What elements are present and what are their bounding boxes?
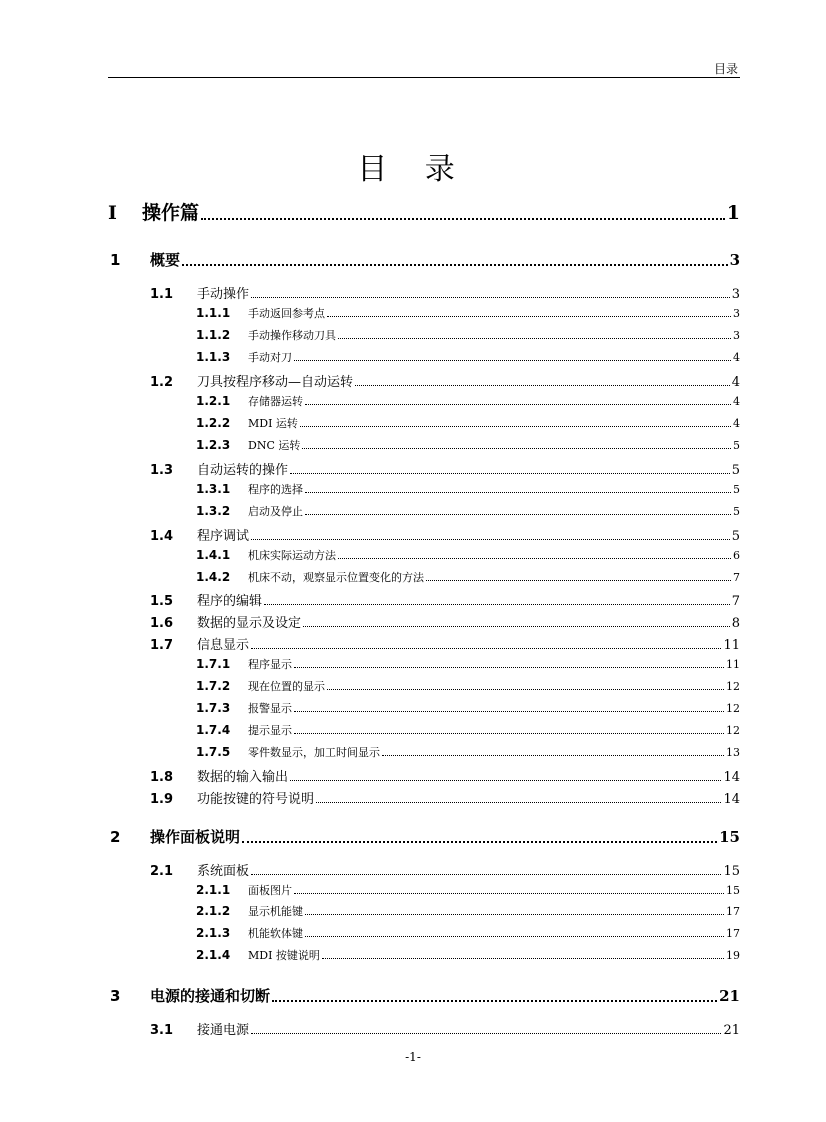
toc-entry-number: 1.7.4: [196, 723, 231, 737]
toc-entry[interactable]: [196, 349, 740, 365]
toc-entry[interactable]: [196, 393, 740, 409]
toc-entry[interactable]: [110, 826, 740, 847]
toc-entry-title: 程序显示: [248, 658, 292, 671]
toc-entry-page: 12: [726, 724, 740, 737]
toc-entry-title: 面板图片: [248, 884, 292, 897]
toc-entry-number: 1.2.2: [196, 416, 231, 430]
toc-entry-title: 现在位置的显示: [248, 680, 325, 693]
toc-entry[interactable]: [110, 249, 740, 270]
toc-dot-leader: [201, 218, 725, 220]
toc-entry[interactable]: [196, 882, 740, 898]
toc-dot-leader: [182, 264, 728, 266]
toc-entry-page: 5: [733, 439, 740, 452]
toc-entry-title: 程序调试: [197, 529, 250, 544]
toc-entry-number: 1.1.1: [196, 306, 231, 320]
toc-entry-number: 1.3.1: [196, 482, 231, 496]
toc-entry-title: 刀具按程序移动—自动运转: [197, 375, 354, 390]
toc-dot-leader: [294, 360, 731, 361]
toc-entry[interactable]: [196, 305, 740, 321]
toc-dot-leader: [251, 1033, 721, 1034]
toc-entry[interactable]: [150, 459, 740, 478]
toc-dot-leader: [272, 1000, 717, 1002]
toc-entry-page: 5: [731, 529, 740, 544]
toc-entry-title: 手动操作: [197, 287, 250, 302]
toc-entry-title: 接通电源: [197, 1023, 250, 1038]
toc-entry-title: DNC 运转: [248, 439, 301, 452]
toc-entry-number: 1.9: [150, 792, 174, 807]
toc-entry-number: 1.3.2: [196, 504, 231, 518]
toc-entry-number: 1.1: [150, 287, 174, 302]
toc-entry-page: 13: [726, 746, 740, 759]
toc-dot-leader: [251, 874, 721, 875]
toc-entry-title: 零件数显示，加工时间显示: [248, 746, 380, 759]
toc-dot-leader: [251, 648, 721, 649]
toc-entry-number: 1.3: [150, 463, 174, 478]
toc-entry[interactable]: [196, 925, 740, 941]
toc-entry[interactable]: [150, 788, 740, 807]
toc-entry[interactable]: [150, 525, 740, 544]
header-label: 目录: [713, 62, 738, 76]
toc-dot-leader: [355, 385, 730, 386]
toc-entry[interactable]: [196, 903, 740, 919]
toc-entry-page: 14: [723, 770, 740, 785]
toc-dot-leader: [426, 580, 731, 581]
toc-entry-title: 存储器运转: [248, 395, 303, 408]
toc-entry[interactable]: [196, 947, 740, 963]
toc-entry-number: 1.4: [150, 529, 174, 544]
toc-dot-leader: [338, 558, 731, 559]
toc-entry[interactable]: [196, 503, 740, 519]
toc-entry-page: 8: [731, 616, 740, 631]
toc-entry-page: 5: [731, 463, 740, 478]
toc-dot-leader: [316, 802, 721, 803]
toc-entry-page: 1: [726, 202, 740, 224]
toc-entry-number: 1.6: [150, 616, 174, 631]
toc-dot-leader: [302, 448, 731, 449]
toc-entry[interactable]: [150, 860, 740, 879]
toc-entry[interactable]: [150, 283, 740, 302]
toc-entry-page: 4: [733, 417, 740, 430]
toc-entry-page: 3: [733, 329, 740, 342]
toc-entry-page: 4: [733, 351, 740, 364]
toc-dot-leader: [294, 711, 724, 712]
toc-entry-page: 4: [733, 395, 740, 408]
toc-entry-title: 提示显示: [248, 724, 292, 737]
toc-entry[interactable]: [108, 198, 740, 225]
toc-entry-number: 2.1.1: [196, 883, 231, 897]
toc-entry-number: 1.7.1: [196, 657, 231, 671]
toc-dot-leader: [327, 316, 731, 317]
toc-entry-number: 1.1.2: [196, 328, 231, 342]
toc-dot-leader: [294, 733, 724, 734]
toc-entry-number: 1.4.2: [196, 570, 231, 584]
toc-entry-page: 5: [733, 483, 740, 496]
toc-entry-title: 系统面板: [197, 864, 250, 879]
toc-entry-number: 1.8: [150, 770, 174, 785]
toc-entry-page: 6: [733, 549, 740, 562]
toc-entry-page: 11: [723, 638, 740, 653]
toc-entry-title: 自动运转的操作: [197, 463, 289, 478]
toc-dot-leader: [305, 492, 731, 493]
toc-entry[interactable]: [196, 415, 740, 431]
toc-entry-page: 12: [726, 680, 740, 693]
toc-entry-number: 1.2.3: [196, 438, 231, 452]
toc-entry-page: 15: [726, 884, 740, 897]
toc-dot-leader: [294, 893, 724, 894]
toc-entry[interactable]: [196, 437, 740, 453]
toc-entry[interactable]: [150, 766, 740, 785]
toc-entry[interactable]: [196, 700, 740, 716]
toc-entry-title: 概要: [150, 251, 181, 269]
toc-dot-leader: [290, 473, 730, 474]
toc-entry-page: 17: [726, 905, 740, 918]
toc-entry-page: 5: [733, 505, 740, 518]
toc-entry-title: 程序的编辑: [197, 594, 263, 609]
toc-entry[interactable]: [196, 481, 740, 497]
toc-entry-number: 1.7.5: [196, 745, 231, 759]
toc-entry-title: 报警显示: [248, 702, 292, 715]
toc-entry-number: 2.1.4: [196, 948, 231, 962]
toc-entry-number: 1.7.2: [196, 679, 231, 693]
toc-entry[interactable]: [196, 722, 740, 738]
toc-entry-title: 功能按键的符号说明: [197, 792, 315, 807]
toc-entry-number: 1.7: [150, 638, 174, 653]
toc-entry[interactable]: [150, 634, 740, 653]
toc-dot-leader: [290, 780, 721, 781]
page-title: 目 录: [357, 152, 469, 188]
toc-dot-leader: [242, 841, 717, 843]
toc-entry-number: 1.4.1: [196, 548, 231, 562]
toc-entry-title: 操作篇: [142, 202, 200, 224]
toc-entry[interactable]: [196, 744, 740, 760]
toc-entry-page: 17: [726, 927, 740, 940]
toc-entry-page: 11: [726, 658, 740, 671]
toc-entry[interactable]: [150, 612, 740, 631]
toc-dot-leader: [327, 689, 724, 690]
toc-entry-title: 显示机能键: [248, 905, 303, 918]
toc-entry-number: 2.1: [150, 864, 174, 879]
toc-entry-number: 1.2: [150, 375, 174, 390]
toc-entry-title: 程序的选择: [248, 483, 303, 496]
toc-entry-number: 2: [110, 828, 121, 846]
toc-dot-leader: [305, 404, 731, 405]
toc-entry[interactable]: [150, 590, 740, 609]
toc-dot-leader: [251, 297, 730, 298]
toc-entry[interactable]: [196, 678, 740, 694]
toc-dot-leader: [251, 539, 730, 540]
toc-entry-title: 操作面板说明: [150, 828, 241, 846]
toc-entry-page: 12: [726, 702, 740, 715]
toc-entry-page: 3: [729, 251, 740, 269]
toc-entry-page: 21: [723, 1023, 740, 1038]
toc-entry-number: 1.1.3: [196, 350, 231, 364]
toc-entry[interactable]: [110, 985, 740, 1006]
toc-entry-title: 手动操作移动刀具: [248, 329, 336, 342]
toc-entry-page: 3: [731, 287, 740, 302]
toc-dot-leader: [305, 914, 724, 915]
toc-entry-title: 手动返回参考点: [248, 307, 325, 320]
toc-dot-leader: [305, 936, 724, 937]
toc-entry-page: 21: [719, 987, 740, 1005]
toc-entry[interactable]: [196, 547, 740, 563]
toc-entry-title: 机床不动，观察显示位置变化的方法: [248, 571, 424, 584]
toc-entry-number: 1.2.1: [196, 394, 231, 408]
toc-dot-leader: [338, 338, 731, 339]
toc-entry-title: 电源的接通和切断: [150, 987, 271, 1005]
toc-entry[interactable]: [196, 327, 740, 343]
header-rule: [108, 77, 740, 78]
toc-entry-title: 启动及停止: [248, 505, 303, 518]
toc-entry-title: 机床实际运动方法: [248, 549, 336, 562]
toc-entry-page: 7: [733, 571, 740, 584]
toc-entry[interactable]: [150, 371, 740, 390]
toc-entry-title: 手动对刀: [248, 351, 292, 364]
toc-entry-title: MDI 按键说明: [248, 949, 320, 962]
toc-dot-leader: [303, 626, 730, 627]
toc-entry-title: 数据的输入输出: [197, 770, 289, 785]
toc-dot-leader: [305, 514, 731, 515]
toc-entry-title: 数据的显示及设定: [197, 616, 302, 631]
page-number: -1-: [405, 1050, 421, 1064]
toc-dot-leader: [300, 426, 731, 427]
toc-dot-leader: [294, 667, 724, 668]
toc-dot-leader: [264, 604, 730, 605]
toc-entry-title: 机能软体键: [248, 927, 303, 940]
toc-entry-number: 3.1: [150, 1023, 174, 1038]
toc-entry-number: I: [108, 202, 117, 224]
toc-dot-leader: [322, 958, 724, 959]
toc-entry-page: 3: [733, 307, 740, 320]
toc-entry[interactable]: [196, 656, 740, 672]
toc-entry-title: MDI 运转: [248, 417, 298, 430]
toc-entry-page: 14: [723, 792, 740, 807]
toc-entry-number: 1.5: [150, 594, 174, 609]
toc-entry-number: 2.1.3: [196, 926, 231, 940]
toc-entry-title: 信息显示: [197, 638, 250, 653]
toc-entry-number: 1.7.3: [196, 701, 231, 715]
toc-dot-leader: [382, 755, 724, 756]
toc-entry-number: 2.1.2: [196, 904, 231, 918]
toc-entry-page: 4: [731, 375, 740, 390]
toc-entry-number: 1: [110, 251, 121, 269]
toc-entry-page: 7: [731, 594, 740, 609]
toc-entry[interactable]: [196, 569, 740, 585]
toc-entry-page: 15: [723, 864, 740, 879]
toc-entry-number: 3: [110, 987, 121, 1005]
toc-entry[interactable]: [150, 1019, 740, 1038]
toc-entry-page: 15: [719, 828, 740, 846]
toc-entry-page: 19: [726, 949, 740, 962]
